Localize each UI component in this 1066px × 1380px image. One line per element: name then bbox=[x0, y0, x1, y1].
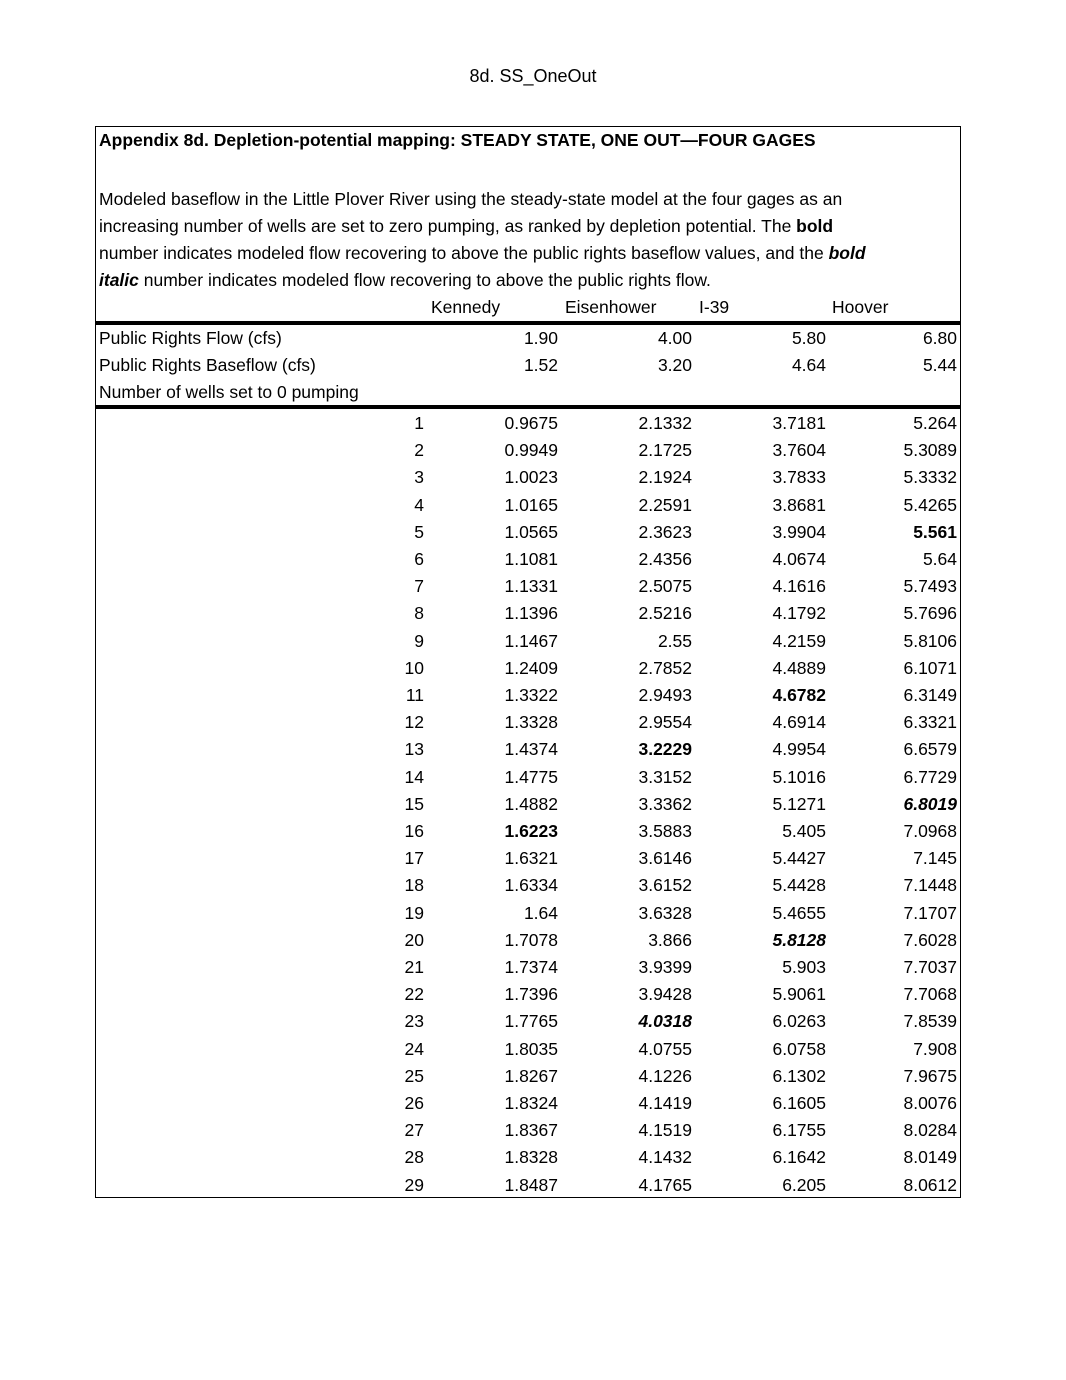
flow-value-cell: 3.7181 bbox=[772, 413, 826, 433]
flow-value-cell: 2.9554 bbox=[638, 712, 692, 733]
well-count-cell: 27 bbox=[404, 1120, 424, 1141]
table-row bbox=[96, 1090, 960, 1117]
flow-value-cell: 7.1707 bbox=[903, 902, 957, 923]
flow-value-cell: 4.4889 bbox=[772, 657, 826, 678]
header-row bbox=[96, 352, 960, 379]
flow-value-cell: 2.1725 bbox=[638, 440, 692, 461]
well-count-cell: 14 bbox=[404, 766, 424, 787]
column-header-i39: I-39 bbox=[699, 297, 730, 317]
table-row bbox=[96, 818, 960, 845]
flow-value-cell: 6.1071 bbox=[903, 657, 957, 678]
flow-value-cell: 3.9904 bbox=[772, 521, 826, 542]
flow-value-cell: 5.561 bbox=[913, 521, 957, 542]
flow-value-cell: 5.8106 bbox=[903, 630, 957, 651]
flow-value-cell: 4.0318 bbox=[638, 1011, 692, 1032]
column-header-eisenhower: Eisenhower bbox=[565, 297, 657, 317]
well-count-cell: 16 bbox=[404, 821, 424, 841]
flow-value-cell: 3.9428 bbox=[638, 984, 692, 1005]
flow-value-cell: 6.0758 bbox=[772, 1038, 826, 1059]
table-title: Appendix 8d. Depletion-potential mapping: STEADY STATE, ONE OUT—FOUR GAGES bbox=[99, 130, 816, 150]
header-row-value: 5.44 bbox=[922, 355, 957, 375]
flow-value-cell: 0.9675 bbox=[504, 413, 558, 433]
flow-value-cell: 5.1271 bbox=[772, 793, 826, 814]
flow-value-cell: 4.0755 bbox=[638, 1038, 692, 1059]
flow-value-cell: 1.7078 bbox=[504, 929, 558, 950]
flow-value-cell: 8.0076 bbox=[903, 1093, 957, 1113]
column-header-kennedy: Kennedy bbox=[431, 297, 501, 317]
flow-value-cell: 2.5216 bbox=[638, 603, 692, 624]
table-row bbox=[96, 628, 960, 655]
flow-value-cell: 5.4655 bbox=[772, 902, 826, 923]
table-row bbox=[96, 764, 960, 791]
flow-value-cell: 1.64 bbox=[523, 902, 558, 923]
flow-value-cell: 5.903 bbox=[782, 957, 826, 977]
well-count-cell: 17 bbox=[404, 848, 424, 869]
flow-value-cell: 2.7852 bbox=[638, 657, 692, 678]
flow-value-cell: 6.1302 bbox=[772, 1065, 826, 1086]
flow-value-cell: 1.8267 bbox=[504, 1065, 558, 1086]
flow-value-cell: 4.1226 bbox=[638, 1065, 692, 1086]
flow-value-cell: 7.1448 bbox=[903, 875, 957, 896]
flow-value-cell: 1.1396 bbox=[504, 603, 558, 624]
header-row bbox=[96, 379, 960, 406]
flow-value-cell: 4.6782 bbox=[772, 685, 826, 705]
flow-value-cell: 2.5075 bbox=[638, 576, 692, 597]
table-row bbox=[96, 736, 960, 763]
flow-value-cell: 3.3152 bbox=[638, 766, 692, 787]
flow-value-cell: 4.1616 bbox=[772, 576, 826, 597]
flow-value-cell: 4.9954 bbox=[772, 739, 826, 760]
flow-value-cell: 5.7493 bbox=[903, 576, 957, 597]
flow-value-cell: 6.1642 bbox=[772, 1147, 826, 1168]
well-count-cell: 24 bbox=[404, 1038, 424, 1059]
flow-value-cell: 1.7396 bbox=[504, 984, 558, 1005]
flow-value-cell: 1.1331 bbox=[504, 576, 558, 597]
table-row bbox=[96, 492, 960, 519]
flow-value-cell: 1.8324 bbox=[504, 1093, 558, 1113]
flow-value-cell: 1.6223 bbox=[504, 821, 558, 841]
page-header: 8d. SS_OneOut bbox=[469, 66, 597, 86]
flow-value-cell: 1.1081 bbox=[504, 549, 558, 569]
flow-value-cell: 6.6579 bbox=[903, 739, 957, 760]
appendix-table-box bbox=[95, 126, 961, 1198]
well-count-cell: 22 bbox=[404, 984, 424, 1005]
flow-value-cell: 4.0674 bbox=[772, 549, 826, 569]
flow-value-cell: 2.9493 bbox=[638, 685, 692, 705]
flow-value-cell: 7.9675 bbox=[903, 1065, 957, 1086]
table-row bbox=[96, 437, 960, 464]
table-row bbox=[96, 791, 960, 818]
header-row-value: 4.64 bbox=[791, 355, 826, 375]
header-row-label: Public Rights Baseflow (cfs) bbox=[99, 355, 316, 375]
table-row bbox=[96, 954, 960, 981]
flow-value-cell: 5.64 bbox=[922, 549, 957, 569]
table-row bbox=[96, 410, 960, 437]
flow-value-cell: 1.2409 bbox=[504, 657, 558, 678]
flow-value-cell: 2.1924 bbox=[638, 467, 692, 488]
table-row bbox=[96, 1036, 960, 1063]
flow-value-cell: 6.3321 bbox=[903, 712, 957, 733]
flow-value-cell: 1.7374 bbox=[504, 957, 558, 977]
flow-value-cell: 1.0565 bbox=[504, 521, 558, 542]
table-row bbox=[96, 900, 960, 927]
flow-value-cell: 5.1016 bbox=[772, 766, 826, 787]
table-row bbox=[96, 655, 960, 682]
flow-value-cell: 3.7833 bbox=[772, 467, 826, 488]
well-count-cell: 19 bbox=[404, 902, 424, 923]
flow-value-cell: 3.6146 bbox=[638, 848, 692, 869]
flow-value-cell: 1.8487 bbox=[504, 1174, 558, 1195]
flow-value-cell: 4.6914 bbox=[772, 712, 826, 733]
flow-value-cell: 5.405 bbox=[782, 821, 826, 841]
flow-value-cell: 8.0149 bbox=[903, 1147, 957, 1168]
well-count-cell: 8 bbox=[414, 603, 424, 624]
flow-value-cell: 3.9399 bbox=[638, 957, 692, 977]
flow-value-cell: 2.3623 bbox=[638, 521, 692, 542]
table-row bbox=[96, 1117, 960, 1144]
flow-value-cell: 1.8328 bbox=[504, 1147, 558, 1168]
flow-value-cell: 7.145 bbox=[913, 848, 957, 869]
flow-value-cell: 5.8128 bbox=[772, 929, 826, 950]
table-row bbox=[96, 600, 960, 627]
flow-value-cell: 5.3089 bbox=[903, 440, 957, 461]
well-count-cell: 4 bbox=[414, 494, 424, 515]
table-row bbox=[96, 682, 960, 709]
flow-value-cell: 5.264 bbox=[913, 413, 957, 433]
flow-value-cell: 4.1792 bbox=[772, 603, 826, 624]
table-row bbox=[96, 519, 960, 546]
description-line-2: increasing number of wells are set to zero pumping, as ranked by depletion potential. The bold bbox=[99, 216, 834, 236]
flow-value-cell: 7.908 bbox=[913, 1038, 957, 1059]
well-count-cell: 3 bbox=[414, 467, 424, 488]
flow-value-cell: 6.0263 bbox=[772, 1011, 826, 1032]
flow-value-cell: 0.9949 bbox=[504, 440, 558, 461]
data-rule bbox=[96, 405, 960, 409]
flow-value-cell: 4.1765 bbox=[638, 1174, 692, 1195]
flow-value-cell: 3.6152 bbox=[638, 875, 692, 896]
table-row bbox=[96, 709, 960, 736]
flow-value-cell: 7.0968 bbox=[903, 821, 957, 841]
flow-value-cell: 7.7037 bbox=[903, 957, 957, 977]
flow-value-cell: 2.4356 bbox=[638, 549, 692, 569]
header-row-value: 1.52 bbox=[523, 355, 558, 375]
flow-value-cell: 1.6321 bbox=[504, 848, 558, 869]
flow-value-cell: 1.3328 bbox=[504, 712, 558, 733]
flow-value-cell: 1.4775 bbox=[504, 766, 558, 787]
well-count-cell: 5 bbox=[414, 521, 424, 542]
flow-value-cell: 6.205 bbox=[782, 1174, 826, 1195]
header-row-label: Number of wells set to 0 pumping bbox=[99, 382, 359, 402]
flow-value-cell: 1.8035 bbox=[504, 1038, 558, 1059]
header-row-value: 1.90 bbox=[523, 328, 558, 348]
flow-value-cell: 6.7729 bbox=[903, 766, 957, 787]
table-description bbox=[99, 186, 955, 294]
flow-value-cell: 3.866 bbox=[648, 929, 692, 950]
description-line-1: Modeled baseflow in the Little Plover River using the steady-state model at the four gages as an bbox=[99, 189, 843, 209]
flow-value-cell: 3.3362 bbox=[638, 793, 692, 814]
well-count-cell: 23 bbox=[404, 1011, 424, 1032]
flow-value-cell: 3.6328 bbox=[638, 902, 692, 923]
well-count-cell: 11 bbox=[405, 685, 424, 705]
well-count-cell: 28 bbox=[404, 1147, 424, 1168]
flow-value-cell: 1.3322 bbox=[504, 685, 558, 705]
flow-value-cell: 3.7604 bbox=[772, 440, 826, 461]
flow-value-cell: 5.3332 bbox=[903, 467, 957, 488]
flow-value-cell: 5.4265 bbox=[903, 494, 957, 515]
flow-value-cell: 1.1467 bbox=[504, 630, 558, 651]
well-count-cell: 1 bbox=[414, 413, 424, 433]
well-count-cell: 15 bbox=[404, 793, 424, 814]
flow-value-cell: 4.1419 bbox=[638, 1093, 692, 1113]
well-count-cell: 12 bbox=[404, 712, 424, 733]
header-row-value: 4.00 bbox=[657, 328, 692, 348]
table-row bbox=[96, 845, 960, 872]
table-row bbox=[96, 464, 960, 491]
table-row bbox=[96, 546, 960, 573]
well-count-cell: 18 bbox=[404, 875, 424, 896]
table-row bbox=[96, 1008, 960, 1035]
flow-value-cell: 6.1755 bbox=[772, 1120, 826, 1141]
well-count-cell: 29 bbox=[404, 1174, 424, 1195]
flow-value-cell: 5.9061 bbox=[772, 984, 826, 1005]
flow-value-cell: 4.1519 bbox=[638, 1120, 692, 1141]
flow-value-cell: 8.0612 bbox=[903, 1174, 957, 1195]
description-line-3: number indicates modeled flow recovering to above the public rights baseflow values, and the bold bbox=[99, 243, 866, 263]
well-count-cell: 6 bbox=[414, 549, 424, 569]
header-row bbox=[96, 325, 960, 352]
flow-value-cell: 2.2591 bbox=[638, 494, 692, 515]
column-header-hoover: Hoover bbox=[832, 297, 889, 317]
well-count-cell: 20 bbox=[404, 929, 424, 950]
column-headers bbox=[96, 294, 960, 321]
flow-value-cell: 4.1432 bbox=[638, 1147, 692, 1168]
flow-value-cell: 1.4882 bbox=[504, 793, 558, 814]
well-count-cell: 7 bbox=[414, 576, 424, 597]
flow-value-cell: 7.6028 bbox=[903, 929, 957, 950]
flow-value-cell: 2.1332 bbox=[638, 413, 692, 433]
flow-value-cell: 5.4428 bbox=[772, 875, 826, 896]
well-count-cell: 13 bbox=[404, 739, 424, 760]
table-row bbox=[96, 1172, 960, 1199]
flow-value-cell: 1.8367 bbox=[504, 1120, 558, 1141]
flow-value-cell: 8.0284 bbox=[903, 1120, 957, 1141]
well-count-cell: 25 bbox=[404, 1065, 424, 1086]
flow-value-cell: 3.5883 bbox=[638, 821, 692, 841]
flow-value-cell: 7.7068 bbox=[903, 984, 957, 1005]
header-row-value: 5.80 bbox=[791, 328, 826, 348]
table-row bbox=[96, 1063, 960, 1090]
flow-value-cell: 2.55 bbox=[657, 630, 692, 651]
flow-value-cell: 6.1605 bbox=[772, 1093, 826, 1113]
flow-value-cell: 1.0023 bbox=[504, 467, 558, 488]
flow-value-cell: 4.2159 bbox=[772, 630, 826, 651]
table-row bbox=[96, 573, 960, 600]
header-row-label: Public Rights Flow (cfs) bbox=[99, 328, 282, 348]
flow-value-cell: 1.6334 bbox=[504, 875, 558, 896]
flow-value-cell: 6.3149 bbox=[903, 685, 957, 705]
table-row bbox=[96, 1144, 960, 1171]
flow-value-cell: 6.8019 bbox=[903, 793, 957, 814]
flow-value-cell: 1.7765 bbox=[504, 1011, 558, 1032]
well-count-cell: 2 bbox=[414, 440, 424, 461]
flow-value-cell: 5.4427 bbox=[772, 848, 826, 869]
flow-value-cell: 5.7696 bbox=[903, 603, 957, 624]
flow-value-cell: 1.0165 bbox=[504, 494, 558, 515]
description-line-4: italic number indicates modeled flow recovering to above the public rights flow. bbox=[99, 270, 711, 290]
well-count-cell: 26 bbox=[404, 1093, 424, 1113]
header-row-value: 3.20 bbox=[657, 355, 692, 375]
header-row-value: 6.80 bbox=[922, 328, 957, 348]
flow-value-cell: 3.2229 bbox=[638, 739, 692, 760]
well-count-cell: 10 bbox=[404, 657, 424, 678]
table-row bbox=[96, 872, 960, 899]
table-row bbox=[96, 927, 960, 954]
well-count-cell: 9 bbox=[414, 630, 424, 651]
well-count-cell: 21 bbox=[404, 957, 424, 977]
table-row bbox=[96, 981, 960, 1008]
flow-value-cell: 7.8539 bbox=[903, 1011, 957, 1032]
flow-value-cell: 1.4374 bbox=[504, 739, 558, 760]
flow-value-cell: 3.8681 bbox=[772, 494, 826, 515]
